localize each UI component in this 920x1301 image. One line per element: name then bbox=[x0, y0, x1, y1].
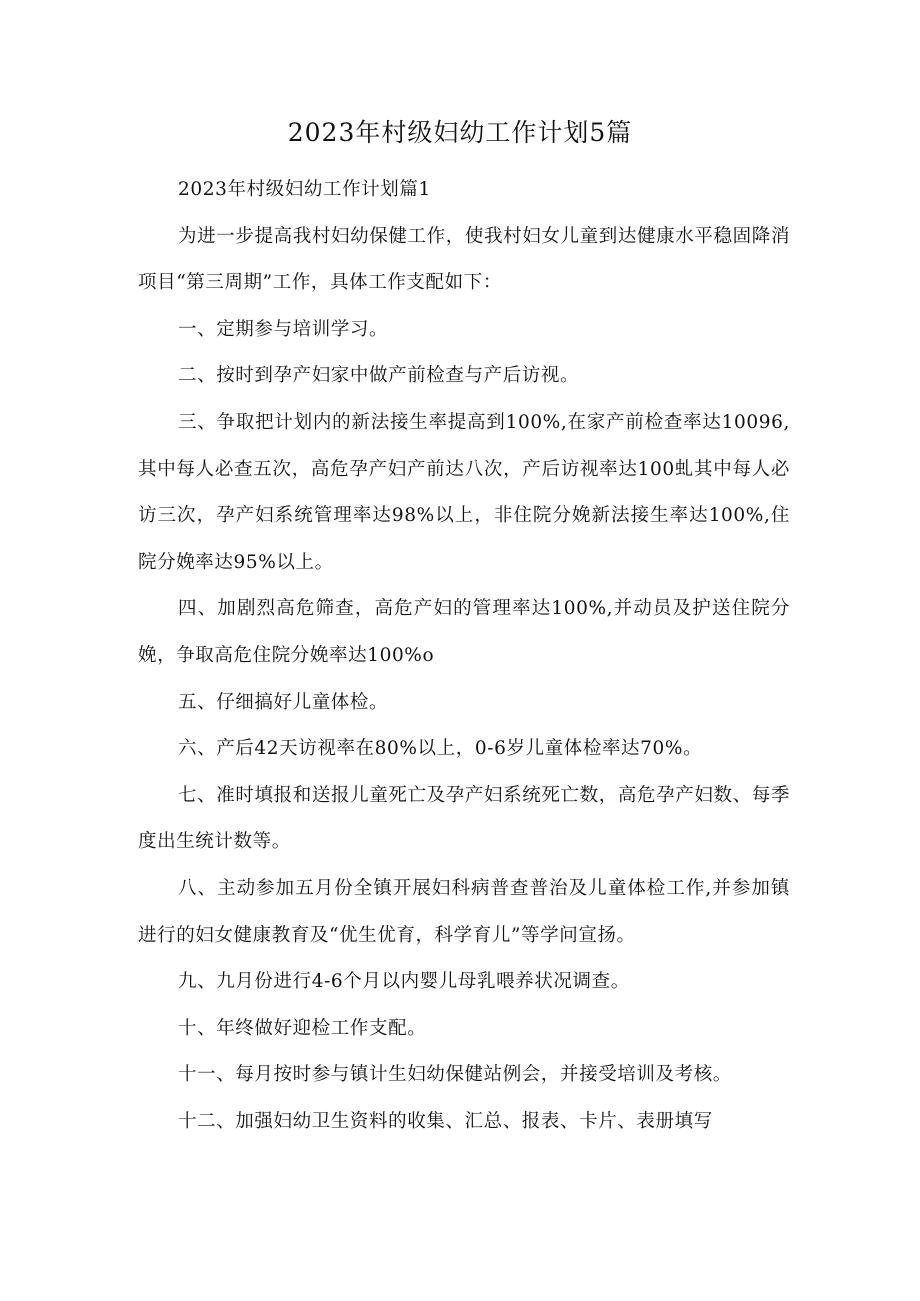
intro-paragraph: 为进一步提高我村妇幼保健工作，使我村妇女儿童到达健康水平稳固降消项目“第三周期”工作，具体工作支配如下： bbox=[138, 225, 790, 294]
plan-item-8: 八、主动参加五月份全镇开展妇科病普查普治及儿童体检工作,并参加镇进行的妇女健康教育及“优生优育，科学育儿”等学问宣扬。 bbox=[138, 877, 790, 946]
plan-item-3: 三、争取把计划内的新法接生率提高到100%,在家产前检查率达10096,其中每人必查五次，高危孕产妇产前达八次，产后访视率达100虬其中每人必访三次，孕产妇系统管理率达98%以上，非住院分娩新法接生率达100%,住院分娩率达95%以上。 bbox=[138, 411, 790, 573]
plan-item-1: 一、定期参与培训学习。 bbox=[178, 318, 389, 340]
document-body bbox=[138, 167, 790, 1145]
plan-item-5: 五、仔细搞好儿童体检。 bbox=[178, 691, 389, 713]
plan-item-12: 十二、加强妇幼卫生资料的收集、汇总、报表、卡片、表册填写 bbox=[178, 1110, 713, 1132]
plan-item-11: 十一、每月按时参与镇计生妇幼保健站例会，并接受培训及考核。 bbox=[178, 1064, 732, 1086]
section-heading: 2023年村级妇幼工作计划篇1 bbox=[178, 179, 431, 200]
plan-item-4: 四、加剧烈高危筛查，高危产妇的管理率达100%,并动员及护送住院分娩，争取高危住院分娩率达100%o bbox=[138, 598, 790, 666]
plan-item-6: 六、产后42天访视率在80%以上，0-6岁儿童体检率达70%。 bbox=[178, 738, 703, 760]
document-title: 2023年村级妇幼工作计划5篇 bbox=[287, 118, 633, 147]
plan-item-7: 七、准时填报和送报儿童死亡及孕产妇系统死亡数，高危孕产妇数、每季度出生统计数等。 bbox=[138, 784, 790, 853]
plan-item-2: 二、按时到孕产妇家中做产前检查与产后访视。 bbox=[178, 365, 580, 387]
plan-item-9: 九、九月份进行4-6个月以内婴儿母乳喂养状况调查。 bbox=[178, 971, 630, 993]
plan-item-10: 十、年终做好迎检工作支配。 bbox=[178, 1017, 427, 1039]
